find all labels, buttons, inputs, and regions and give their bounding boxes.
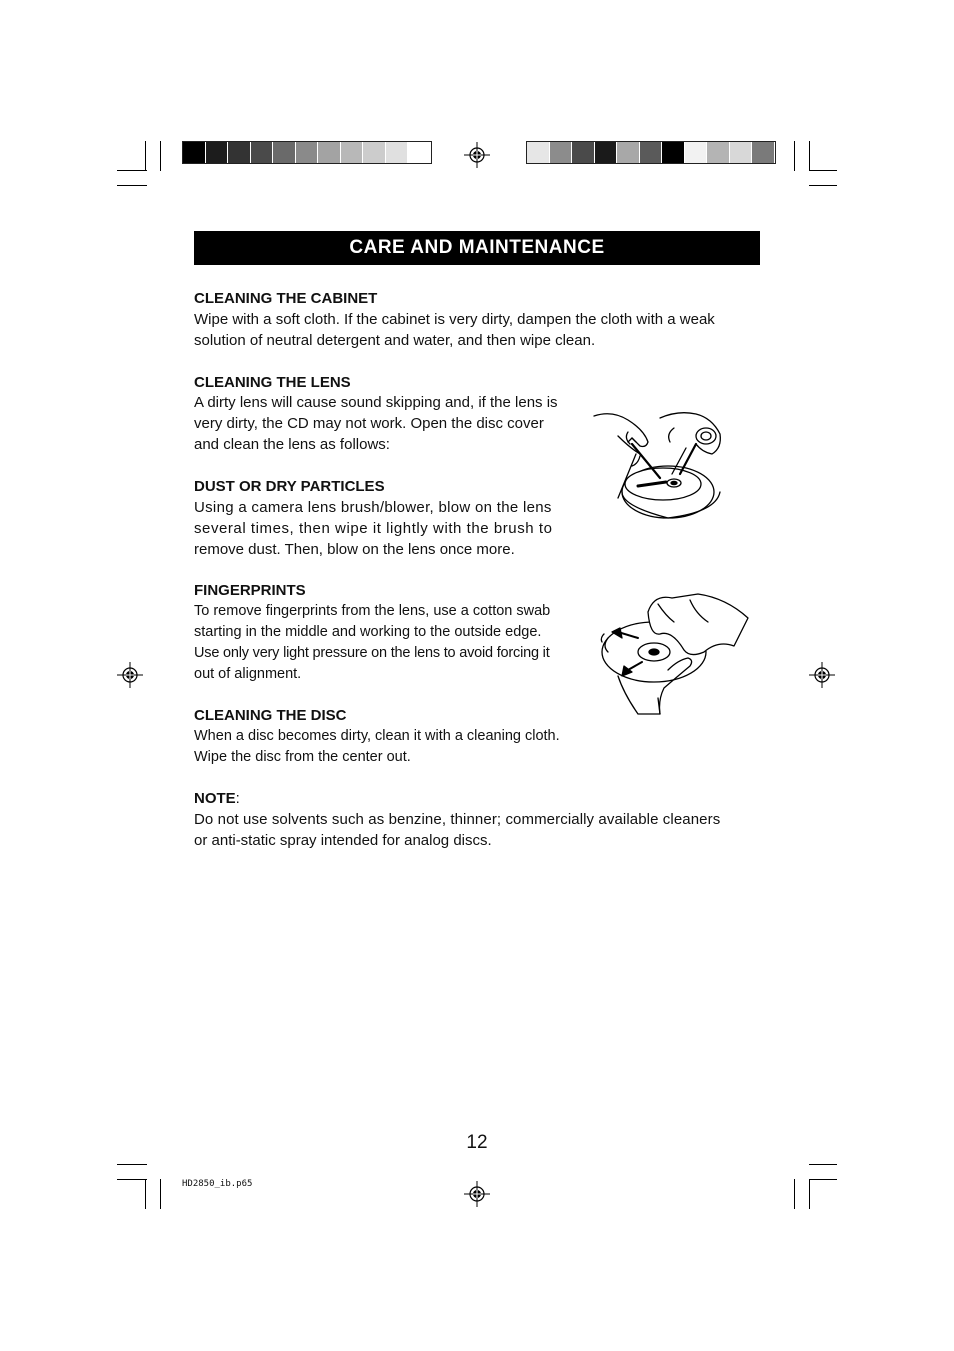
- crop-mark: [809, 141, 810, 171]
- section-heading-cleaning-lens: CLEANING THE LENS: [194, 374, 351, 391]
- color-swatch: [296, 142, 319, 163]
- text-line: or anti-static spray intended for analog discs.: [194, 832, 492, 849]
- page-title-text: CARE AND MAINTENANCE: [349, 237, 605, 258]
- crop-mark: [809, 1179, 837, 1180]
- text-line: and clean the lens as follows:: [194, 436, 390, 453]
- crop-mark: [117, 185, 147, 186]
- text-line: Use only very light pressure on the lens to avoid forcing it: [194, 645, 550, 661]
- crop-mark: [117, 170, 147, 171]
- section-body-cleaning-cabinet: [194, 309, 715, 351]
- text-line: several times, then wipe it lightly with the brush to: [194, 520, 553, 537]
- crop-mark: [794, 1179, 795, 1209]
- section-body-cleaning-lens: [194, 392, 558, 455]
- section-heading-dust-particles: DUST OR DRY PARTICLES: [194, 478, 385, 495]
- crop-mark: [145, 1179, 146, 1209]
- color-swatch: [341, 142, 364, 163]
- section-body-cleaning-disc: [194, 726, 560, 768]
- registration-mark-icon: [117, 662, 143, 688]
- disc-wipe-illustration: [598, 590, 750, 718]
- color-swatch: [273, 142, 296, 163]
- crop-mark: [145, 141, 146, 171]
- color-swatch: [183, 142, 206, 163]
- color-swatch: [730, 142, 753, 163]
- color-swatch: [228, 142, 251, 163]
- registration-mark-icon: [464, 142, 490, 168]
- text-line: Wipe with a soft cloth. If the cabinet is very dirty, dampen the cloth with a weak: [194, 311, 715, 328]
- section-heading-cleaning-cabinet: CLEANING THE CABINET: [194, 290, 378, 307]
- page-number: 12: [466, 1132, 488, 1153]
- crop-mark: [809, 185, 837, 186]
- text-line: out of alignment.: [194, 666, 302, 682]
- color-swatch: [527, 142, 550, 163]
- text-line: A dirty lens will cause sound skipping and, if the lens is: [194, 394, 558, 411]
- color-swatch: [363, 142, 386, 163]
- note-heading: NOTE: [194, 790, 236, 807]
- text-line: remove dust. Then, blow on the lens once more.: [194, 541, 515, 558]
- color-swatch: [206, 142, 229, 163]
- section-body-fingerprints: [194, 601, 550, 685]
- color-swatch: [685, 142, 708, 163]
- crop-mark: [809, 170, 837, 171]
- crop-mark: [160, 141, 161, 171]
- text-line: Do not use solvents such as benzine, thinner; commercially available cleaners: [194, 811, 721, 828]
- section-heading-fingerprints: FINGERPRINTS: [194, 582, 306, 599]
- text-line: Wipe the disc from the center out.: [194, 749, 411, 765]
- color-swatch: [386, 142, 409, 163]
- text-line: Using a camera lens brush/blower, blow on the lens: [194, 499, 552, 516]
- color-swatch: [617, 142, 640, 163]
- section-body-dust-particles: [194, 497, 552, 560]
- text-line: To remove fingerprints from the lens, use a cotton swab: [194, 603, 551, 619]
- note-colon: :: [235, 790, 240, 807]
- crop-mark: [809, 1179, 810, 1209]
- crop-mark: [809, 1164, 837, 1165]
- color-swatch: [408, 142, 431, 163]
- crop-mark: [794, 141, 795, 171]
- color-swatch: [550, 142, 573, 163]
- color-swatch: [707, 142, 730, 163]
- text-line: very dirty, the CD may not work. Open the disc cover: [194, 415, 544, 432]
- color-swatch: [572, 142, 595, 163]
- color-calibration-bar-right: [526, 141, 776, 164]
- note-heading-line: [194, 788, 240, 809]
- text-line: starting in the middle and working to the outside edge.: [194, 624, 542, 640]
- color-swatch: [595, 142, 618, 163]
- page-title: [194, 231, 760, 265]
- lens-brush-illustration: [588, 408, 730, 523]
- file-reference: HD2850_ib.p65: [182, 1179, 253, 1189]
- color-swatch: [251, 142, 274, 163]
- text-line: When a disc becomes dirty, clean it with a cleaning cloth.: [194, 728, 560, 744]
- color-swatch: [662, 142, 685, 163]
- color-swatch: [318, 142, 341, 163]
- crop-mark: [117, 1179, 147, 1180]
- text-line: solution of neutral detergent and water, and then wipe clean.: [194, 332, 596, 349]
- crop-mark: [117, 1164, 147, 1165]
- color-calibration-bar-left: [182, 141, 432, 164]
- section-heading-cleaning-disc: CLEANING THE DISC: [194, 707, 347, 724]
- registration-mark-icon: [809, 662, 835, 688]
- color-swatch: [752, 142, 775, 163]
- registration-mark-icon: [464, 1181, 490, 1207]
- crop-mark: [160, 1179, 161, 1209]
- note-body: [194, 809, 720, 851]
- color-swatch: [640, 142, 663, 163]
